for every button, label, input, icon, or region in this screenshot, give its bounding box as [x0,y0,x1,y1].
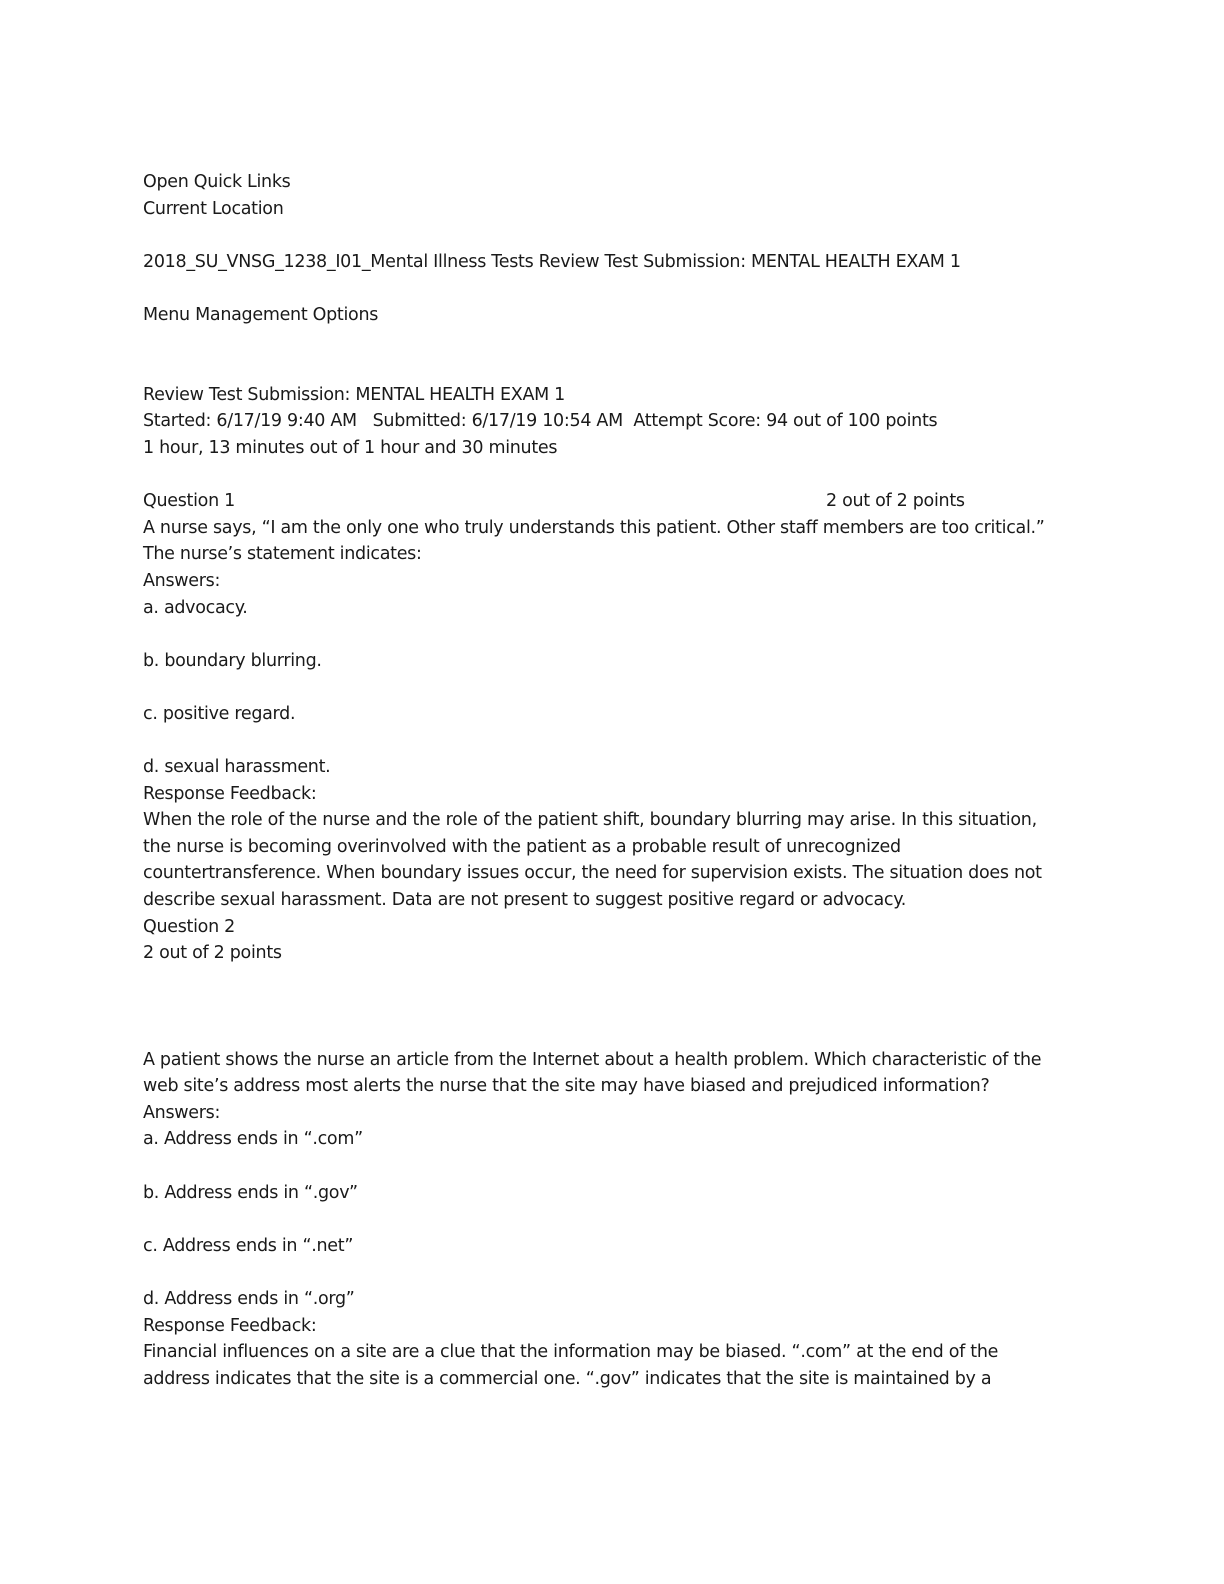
feedback-text: Financial influences on a site are a clue that the information may be biased. “.com” at the end of the address indicates that the site is a commercial one. “.gov” indicates that the site is maintained by a [143,1342,999,1389]
answer-option: c. Address ends in “.net” [143,1235,354,1256]
menu-management-options-link[interactable]: Menu Management Options [143,304,379,325]
answer-option: d. sexual harassment. [143,757,331,778]
answer-option: a. Address ends in “.com” [143,1129,363,1150]
answer-option: c. positive regard. [143,703,296,724]
question-text: A patient shows the nurse an article from the Internet about a health problem. Which characteristic of the web site’s address most alerts the nurse that the site may have biased and prejudiced information? [143,1049,1042,1097]
answer-option: b. boundary blurring. [143,650,322,671]
question-text: A nurse says, “I am the only one who truly understands this patient. Other staff members are too critical.” The nurse’s statement indicates: [143,517,1045,565]
feedback-label: Response Feedback: [143,1315,317,1336]
question-block-2 [143,914,1063,1393]
feedback-text: When the role of the nurse and the role of the patient shift, boundary blurring may arise. In this situation, the nurse is becoming overinvolved with the patient as a probable result of unrecognized countertransference. When boundary issues occur, the need for supervision exists. The situation does not describe sexual harassment. Data are not present to suggest positive regard or advocacy. [143,810,1042,911]
submission-duration: 1 hour, 13 minutes out of 1 hour and 30 minutes [143,437,558,458]
answers-label: Answers: [143,1102,221,1123]
question-label: Question 1 [143,491,235,512]
answer-option: d. Address ends in “.org” [143,1288,355,1309]
answer-option: a. advocacy. [143,597,248,618]
submission-title: Review Test Submission: MENTAL HEALTH EXAM 1 [143,384,566,405]
current-location-label: Current Location [143,198,284,219]
breadcrumb: 2018_SU_VNSG_1238_I01_Mental Illness Tests Review Test Submission: MENTAL HEALTH EXAM 1 [143,251,961,272]
answer-option: b. Address ends in “.gov” [143,1182,358,1203]
submission-times: Started: 6/17/19 9:40 AM Submitted: 6/17/19 10:54 AM Attempt Score: 94 out of 100 points [143,411,938,432]
open-quick-links-link[interactable]: Open Quick Links [143,172,291,192]
question-block-1 [143,488,1063,914]
question-points: 2 out of 2 points [143,943,282,964]
question-header [143,488,1063,515]
feedback-label: Response Feedback: [143,783,317,804]
question-label: Question 2 [143,916,235,937]
answers-label: Answers: [143,570,221,591]
document-page [143,169,1063,1392]
question-points: 2 out of 2 points [826,491,965,512]
